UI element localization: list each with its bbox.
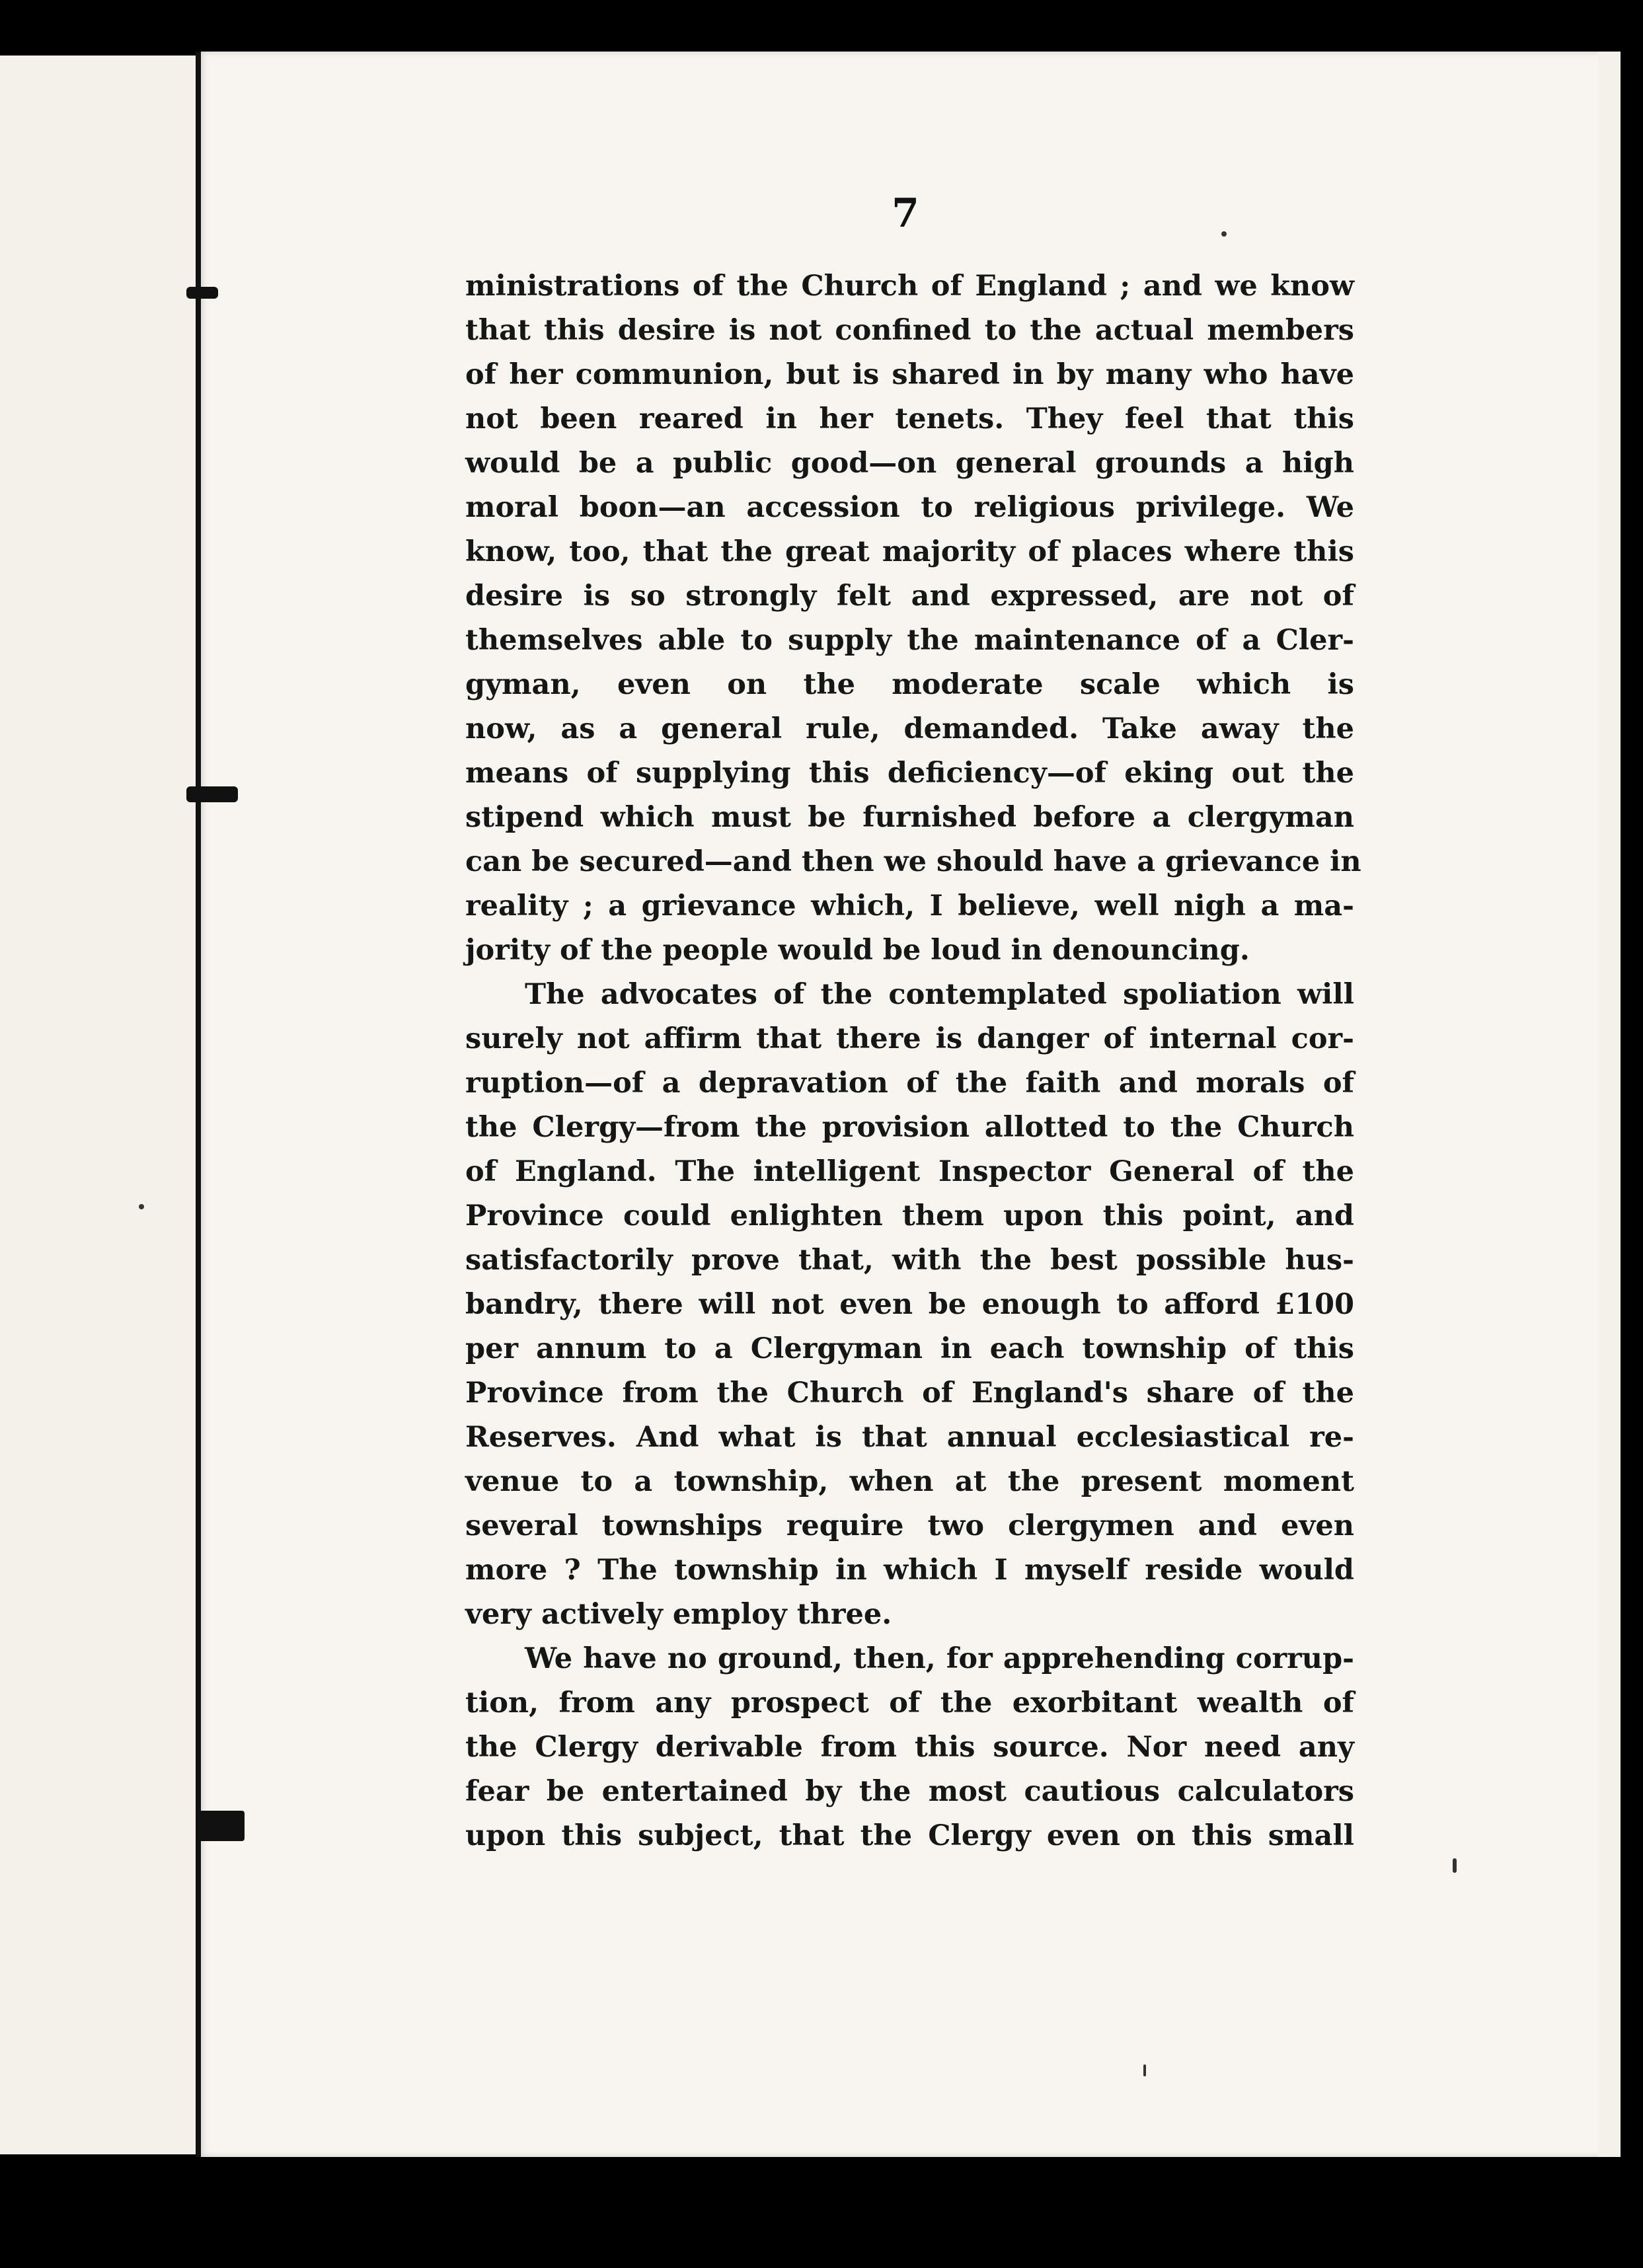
text-line: The advocates of the contemplated spoliation will bbox=[525, 978, 1354, 1011]
text-line: Reserves. And what is that annual ecclesiastical re- bbox=[465, 1421, 1354, 1454]
page-number: 7 bbox=[892, 190, 919, 237]
text-line: the Clergy derivable from this source. Nor need any bbox=[465, 1731, 1354, 1764]
text-line: gyman, even on the moderate scale which is bbox=[465, 668, 1354, 701]
text-line: now, as a general rule, demanded. Take away the bbox=[465, 712, 1354, 745]
text-line: would be a public good—on general grounds a high bbox=[465, 447, 1354, 480]
text-line: Province from the Church of England's share of the bbox=[465, 1377, 1354, 1410]
text-line: We have no ground, then, for apprehending corrup- bbox=[525, 1642, 1354, 1675]
text-line: per annum to a Clergyman in each township of this bbox=[465, 1332, 1354, 1365]
text-line: know, too, that the great majority of places where this bbox=[465, 535, 1354, 568]
text-line: tion, from any prospect of the exorbitant wealth of bbox=[465, 1686, 1354, 1720]
ink-speck bbox=[1143, 2064, 1146, 2076]
text-line: of England. The intelligent Inspector General of the bbox=[465, 1155, 1354, 1188]
binding-stitch bbox=[186, 786, 238, 802]
facing-page-edge bbox=[0, 56, 198, 2154]
text-line: desire is so strongly felt and expressed, are not of bbox=[465, 580, 1354, 613]
text-line: means of supplying this deficiency—of eking out the bbox=[465, 757, 1354, 790]
text-line: that this desire is not confined to the actual members bbox=[465, 314, 1354, 347]
binding-stitch bbox=[186, 287, 218, 299]
text-line: can be secured—and then we should have a grievance in bbox=[465, 845, 1361, 878]
text-line: ruption—of a depravation of the faith and morals of bbox=[465, 1067, 1354, 1100]
text-line: satisfactorily prove that, with the best possible hus- bbox=[465, 1244, 1354, 1277]
text-line: reality ; a grievance which, I believe, well nigh a ma- bbox=[465, 889, 1354, 923]
text-line: not been reared in her tenets. They feel that this bbox=[465, 402, 1354, 435]
text-line: upon this subject, that the Clergy even on this small bbox=[465, 1819, 1354, 1852]
text-line: surely not affirm that there is danger of internal cor- bbox=[465, 1022, 1354, 1055]
text-line: moral boon—an accession to religious privilege. We bbox=[465, 491, 1354, 524]
text-line: ministrations of the Church of England ; and we know bbox=[465, 270, 1354, 303]
text-line: fear be entertained by the most cautious calculators bbox=[465, 1775, 1354, 1808]
text-line: the Clergy—from the provision allotted to the Church bbox=[465, 1111, 1354, 1144]
text-line: very actively employ three. bbox=[465, 1598, 892, 1631]
ink-speck bbox=[1221, 231, 1227, 237]
text-line: themselves able to supply the maintenance of a Cler- bbox=[465, 624, 1354, 657]
text-line: jority of the people would be loud in denouncing. bbox=[465, 934, 1250, 967]
binding-stitch bbox=[198, 1811, 245, 1841]
body-text bbox=[465, 264, 1361, 1858]
text-line: Province could enlighten them upon this point, and bbox=[465, 1199, 1354, 1232]
text-line: bandry, there will not even be enough to afford £100 bbox=[465, 1288, 1354, 1321]
text-line: venue to a township, when at the present moment bbox=[465, 1465, 1354, 1498]
ink-speck bbox=[139, 1204, 144, 1209]
text-line: of her communion, but is shared in by many who have bbox=[465, 358, 1354, 391]
text-line: several townships require two clergymen and even bbox=[465, 1509, 1354, 1542]
ink-speck bbox=[1453, 1858, 1457, 1873]
page-edge bbox=[1598, 52, 1621, 2157]
text-line: more ? The township in which I myself reside would bbox=[465, 1554, 1354, 1587]
text-line: stipend which must be furnished before a clergyman bbox=[465, 801, 1354, 834]
binding-gutter bbox=[196, 52, 201, 2157]
